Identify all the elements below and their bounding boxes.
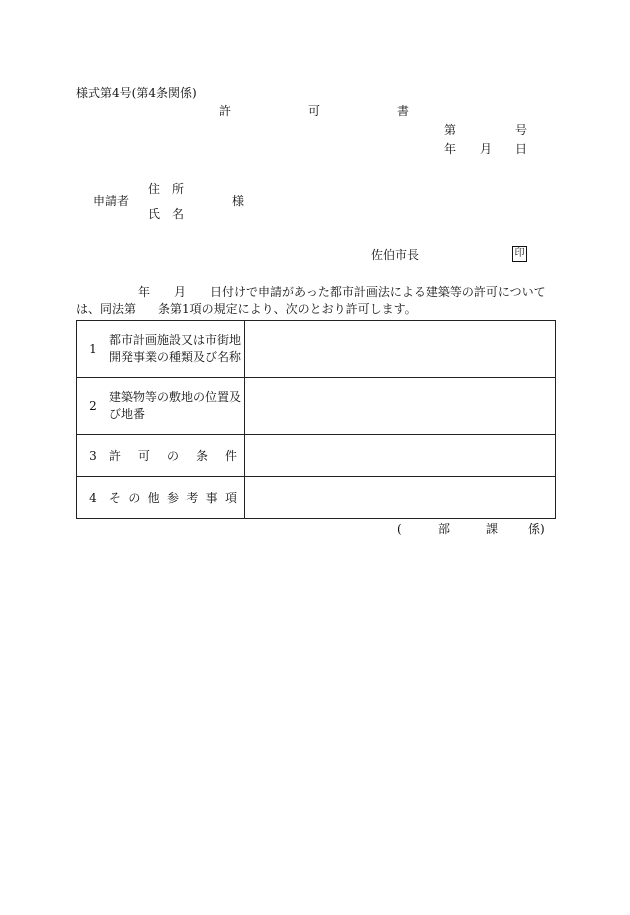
row-value-cell: [245, 378, 556, 435]
row-label-line: び地番: [109, 407, 146, 421]
issuer-title: 佐伯市長: [371, 248, 420, 262]
row-label-cell: [77, 378, 245, 435]
row-number: 1: [89, 342, 97, 356]
table-row: [77, 477, 556, 519]
footer-kakari: 係): [528, 522, 545, 536]
footer-ka: 課: [486, 522, 499, 536]
row-value-cell: [245, 321, 556, 378]
footer-bu: 部: [438, 522, 451, 536]
row-label-char: 参: [166, 491, 179, 505]
row-number: 4: [89, 490, 97, 505]
row-number: 3: [89, 448, 97, 463]
title-char-2: 可: [308, 104, 321, 118]
footer-open: (: [397, 522, 402, 536]
row-label-char: 他: [147, 491, 160, 505]
table-row: [77, 378, 556, 435]
row-label-line: 開発事業の種類及び名称: [109, 350, 242, 364]
row-number: 2: [89, 399, 97, 413]
seal-stamp: 印: [512, 246, 527, 262]
row-label-char: 条: [195, 449, 208, 463]
row-label-cell: [77, 435, 245, 477]
row-value-cell: [245, 477, 556, 519]
date-year: 年: [444, 142, 457, 156]
row-label-char: 件: [224, 449, 237, 463]
body-line2-start: は、同法第: [76, 302, 137, 316]
row-label-line: 都市計画施設又は市街地: [109, 333, 242, 347]
row-label-cell: [77, 477, 245, 519]
date-month: 月: [480, 142, 493, 156]
body-line1-rest: 日付けで申請があった都市計画法による建築等の許可について: [210, 285, 546, 299]
row-label-char: 可: [137, 449, 150, 463]
body-year: 年: [138, 285, 151, 299]
number-go: 号: [515, 123, 528, 137]
row-label-char: の: [128, 491, 141, 505]
row-label-char: 項: [224, 491, 237, 505]
body-line2-rest: 条第1項の規定により、次のとおり許可します。: [158, 302, 417, 316]
date-day: 日: [515, 142, 528, 156]
table-row: [77, 435, 556, 477]
number-dai: 第: [444, 123, 457, 137]
row-label-char: 許: [109, 449, 122, 463]
name-label: 氏 名: [148, 207, 185, 221]
title-char-3: 書: [397, 104, 410, 118]
row-label-char: 考: [186, 491, 199, 505]
row-label-char: の: [166, 449, 179, 463]
row-value-cell: [245, 435, 556, 477]
row-label-char: そ: [109, 491, 122, 505]
applicant-label: 申請者: [93, 194, 130, 208]
row-label-cell: [77, 321, 245, 378]
permit-table: [76, 320, 556, 519]
honorific: 様: [232, 194, 245, 208]
table-row: [77, 321, 556, 378]
form-number: 様式第4号(第4条関係): [76, 86, 197, 100]
address-label: 住 所: [148, 182, 185, 196]
body-month: 月: [174, 285, 187, 299]
title-char-1: 許: [219, 104, 232, 118]
row-label-char: 事: [205, 491, 218, 505]
row-label-line: 建築物等の敷地の位置及: [109, 390, 242, 404]
